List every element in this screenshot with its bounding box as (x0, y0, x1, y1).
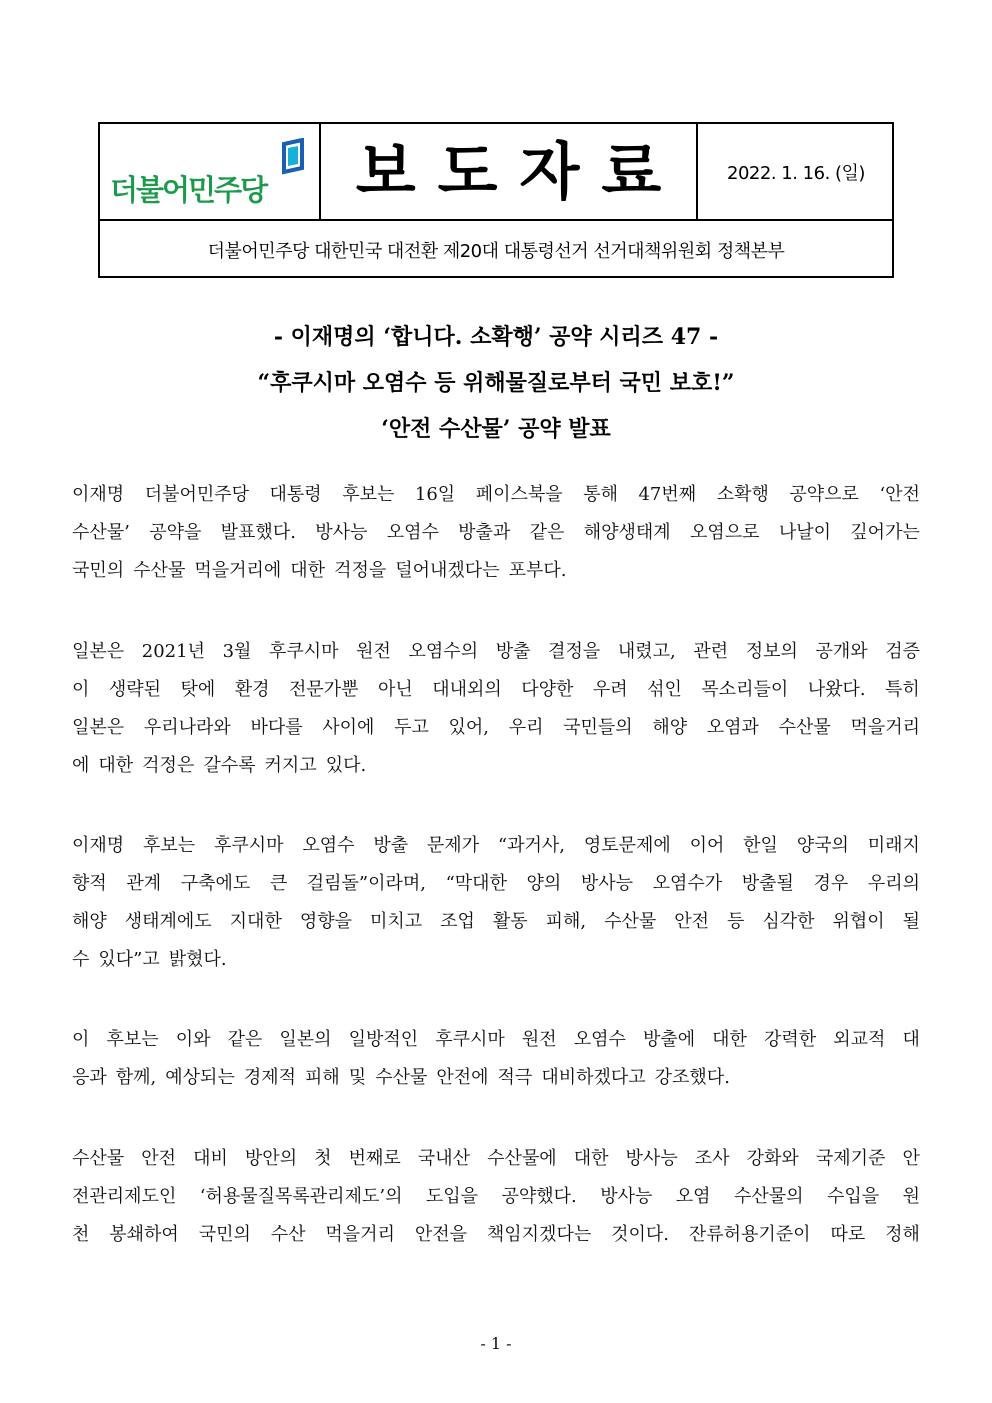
paragraph-line: 해양 생태계에도 지대한 영향을 미치고 조업 활동 피해, 수산물 안전 등 심각한 위협이 될 (72, 911, 920, 932)
paragraph-line: 전관리제도인 ‘허용물질목록관리제도’의 도입을 공약했다. 방사능 오염 수산물의 수입을 원 (72, 1186, 920, 1207)
paragraph-line: 국민의 수산물 먹을거리에 대한 걱정을 덜어내겠다는 포부다. (72, 560, 567, 581)
page-number: - 1 - (480, 1334, 512, 1353)
paragraph-line: 이 생략된 탓에 환경 전문가뿐 아닌 대내외의 다양한 우려 섞인 목소리들이 나왔다. 특히 (72, 679, 920, 700)
paragraph (72, 476, 920, 590)
header-org-row (100, 221, 892, 278)
paragraph (72, 827, 920, 979)
paragraph-line: 일본은 2021년 3월 후쿠시마 원전 오염수의 방출 결정을 내렸고, 관련 정보의 공개와 검증 (72, 641, 920, 662)
release-date-cell (698, 124, 894, 219)
press-release-title: 보도자료 (355, 134, 684, 208)
headline-quote: “후쿠시마 오염수 등 위해물질로부터 국민 보호!” (257, 370, 735, 396)
paragraph-line: 에 대한 걱정은 갈수록 커지고 있다. (72, 755, 367, 776)
paragraph-line: 수 있다”고 밝혔다. (72, 949, 227, 970)
paragraph (72, 1021, 920, 1097)
party-logo-icon (278, 138, 308, 178)
party-logo-text: 더불어민주당 (110, 173, 267, 207)
party-logo-cell (100, 124, 321, 219)
header-top-row (100, 124, 892, 221)
press-release-title-cell (321, 124, 698, 219)
headline-series: - 이재명의 ‘합니다. 소확행’ 공약 시리즈 47 - (273, 324, 719, 350)
paragraph-line: 수산물 안전 대비 방안의 첫 번째로 국내산 수산물에 대한 방사능 조사 강화와 국제기준 안 (72, 1148, 920, 1169)
issuing-organization: 더불어민주당 대한민국 대전환 제20대 대통령선거 선거대책위원회 정책본부 (207, 240, 785, 262)
paragraph (72, 1140, 920, 1254)
release-date: 2022. 1. 16. (일) (727, 162, 865, 184)
paragraph-line: 향적 관계 구축에도 큰 걸림돌”이라며, “막대한 양의 방사능 오염수가 방출될 경우 우리의 (72, 873, 920, 894)
paragraph-line: 응과 함께, 예상되는 경제적 피해 및 수산물 안전에 적극 대비하겠다고 강조했다. (72, 1067, 730, 1088)
paragraph-line: 수산물’ 공약을 발표했다. 방사능 오염수 방출과 같은 해양생태계 오염으로 나날이 깊어가는 (72, 522, 920, 543)
press-release-header (98, 122, 894, 278)
paragraph-line: 일본은 우리나라와 바다를 사이에 두고 있어, 우리 국민들의 해양 오염과 수산물 먹을거리 (72, 717, 920, 738)
paragraph-line: 이재명 후보는 후쿠시마 오염수 방출 문제가 “과거사, 영토문제에 이어 한일 양국의 미래지 (72, 835, 920, 856)
paragraph-line: 이재명 더불어민주당 대통령 후보는 16일 페이스북을 통해 47번째 소확행 공약으로 ‘안전 (72, 484, 920, 505)
headline-announcement: ‘안전 수산물’ 공약 발표 (381, 416, 611, 442)
paragraph-line: 이 후보는 이와 같은 일본의 일방적인 후쿠시마 원전 오염수 방출에 대한 강력한 외교적 대 (72, 1029, 920, 1050)
paragraph-line: 천 봉쇄하여 국민의 수산 먹을거리 안전을 책임지겠다는 것이다. 잔류허용기준이 따로 정해 (72, 1224, 920, 1245)
paragraph (72, 633, 920, 785)
